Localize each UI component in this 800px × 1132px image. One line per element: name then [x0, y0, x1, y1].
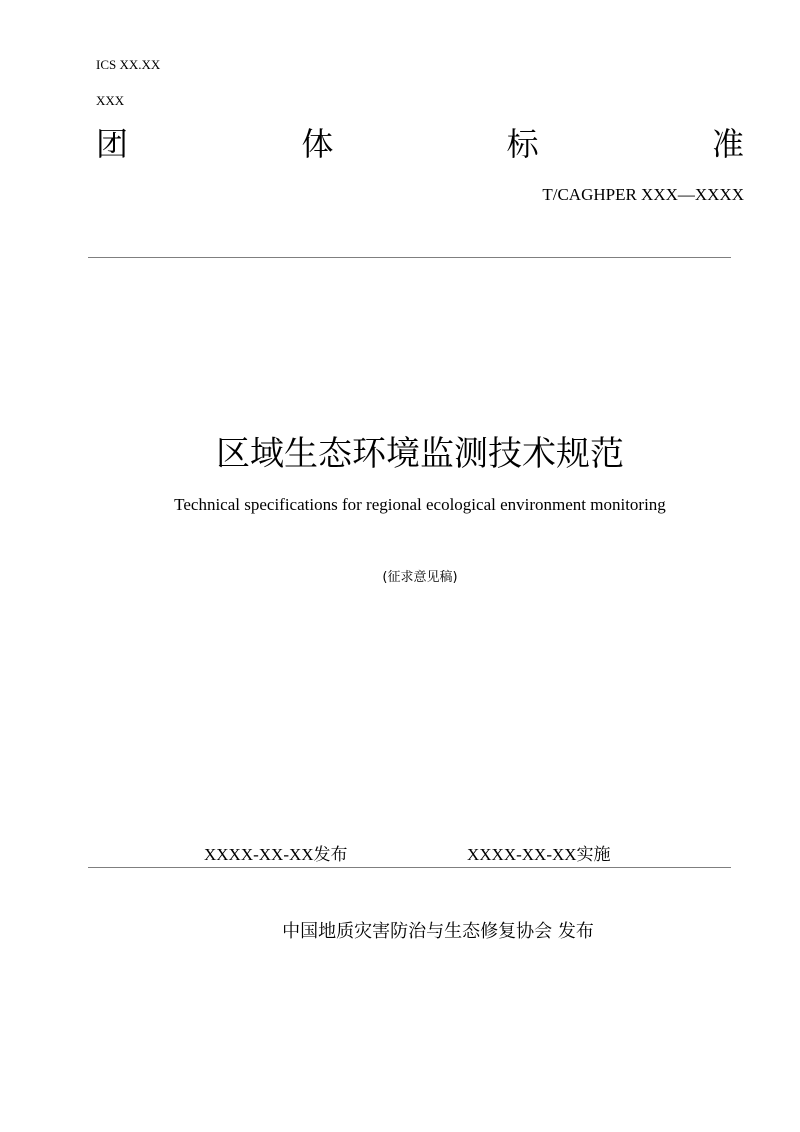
- top-divider: [88, 257, 731, 258]
- bottom-divider: [88, 867, 731, 868]
- standard-type-char: 团: [96, 125, 129, 163]
- ccs-code: XXX: [96, 93, 125, 108]
- standard-number: T/CAGHPER XXX—XXXX: [542, 185, 744, 204]
- document-title-cn: 区域生态环境监测技术规范: [216, 434, 624, 474]
- implement-date: XXXX-XX-XX实施: [467, 845, 611, 864]
- ics-code: ICS XX.XX: [96, 57, 161, 72]
- publisher-line: 中国地质灾害防治与生态修复协会 发布: [282, 921, 594, 942]
- publish-date: XXXX-XX-XX发布: [204, 845, 348, 864]
- standard-type-char: 体: [301, 125, 334, 163]
- standard-type-heading: [96, 122, 744, 166]
- standard-type-char: 准: [711, 125, 744, 163]
- draft-status: (征求意见稿): [382, 570, 458, 585]
- standard-type-char: 标: [506, 125, 539, 163]
- document-title-en: Technical specifications for regional ecological environment monitoring: [174, 495, 666, 514]
